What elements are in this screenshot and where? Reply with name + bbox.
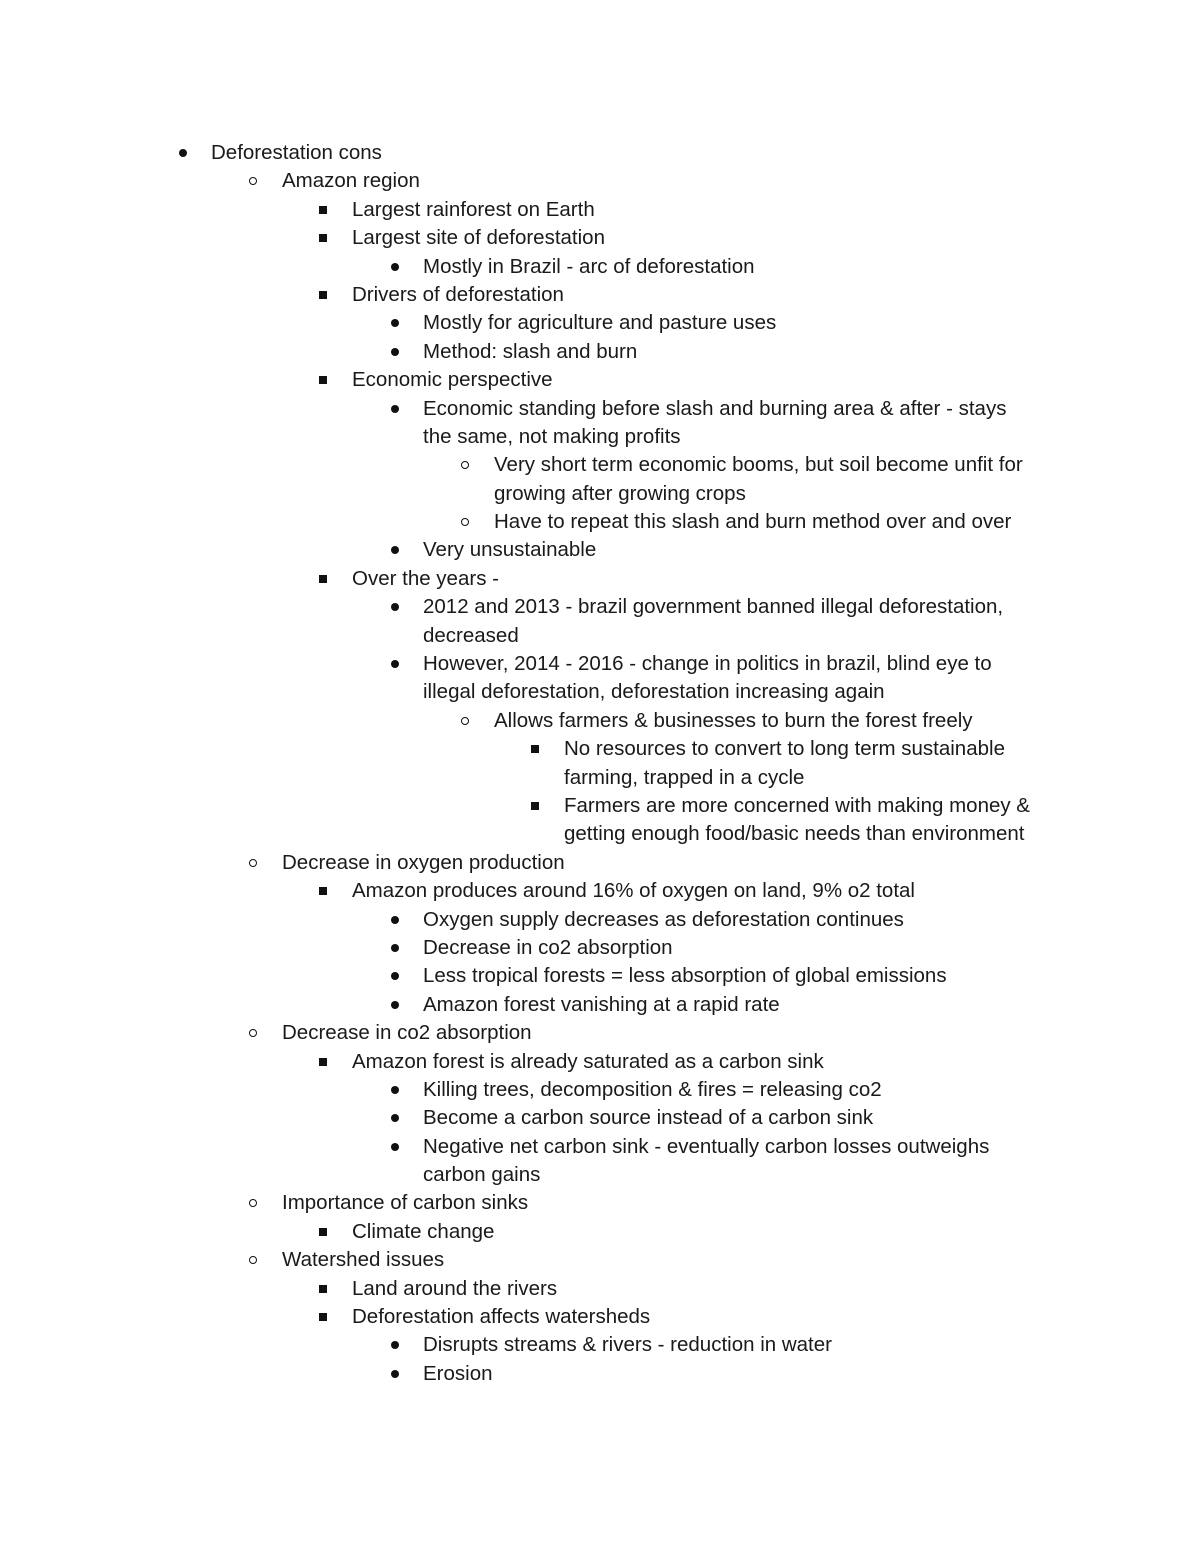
dot-bullet-icon (387, 1104, 407, 1132)
outline-text: Deforestation cons (211, 141, 382, 164)
outline-text: decreased (423, 623, 519, 647)
outline-line (0, 338, 1200, 366)
outline-line (0, 650, 1200, 678)
outline-line (0, 366, 1200, 394)
outline-line (0, 224, 1200, 252)
outline-line (0, 196, 1200, 224)
outline-text: Negative net carbon sink - eventually carbon losses outweighs (423, 1134, 990, 1158)
outline-line (0, 1360, 1200, 1388)
outline-line (0, 1076, 1200, 1104)
outline-text: Decrease in co2 absorption (282, 1021, 532, 1045)
dot-bullet-icon (387, 338, 407, 366)
outline-text: Oxygen supply decreases as deforestation continues (423, 907, 904, 931)
outline-text: Have to repeat this slash and burn method over and over (494, 510, 1012, 534)
outline-text: Mostly in Brazil - arc of deforestation (423, 254, 755, 278)
dot-bullet-icon (387, 991, 407, 1019)
outline-line (0, 536, 1200, 564)
square-bullet-icon (316, 877, 336, 905)
outline-line (0, 934, 1200, 962)
dot-bullet-icon (175, 139, 195, 167)
outline-line (0, 508, 1200, 536)
square-bullet-icon (316, 1218, 336, 1246)
outline-text: Farmers are more concerned with making money & (564, 793, 1030, 817)
outline-text: Watershed issues (282, 1248, 445, 1272)
outline-text: Largest site of deforestation (352, 226, 605, 250)
square-bullet-icon (316, 1275, 336, 1303)
outline-line (0, 1104, 1200, 1132)
outline-line (0, 1048, 1200, 1076)
outline-line (0, 309, 1200, 337)
outline-line (0, 1133, 1200, 1161)
square-bullet-icon (316, 1303, 336, 1331)
square-bullet-icon (528, 792, 548, 820)
circle-bullet-icon (246, 1189, 266, 1217)
outline-text: Amazon produces around 16% of oxygen on land, 9% o2 total (352, 879, 915, 903)
circle-bullet-icon (458, 451, 478, 479)
outline-line (0, 991, 1200, 1019)
outline-text: Amazon forest vanishing at a rapid rate (423, 992, 780, 1016)
outline-text: However, 2014 - 2016 - change in politics in brazil, blind eye to (423, 652, 992, 676)
outline-text: growing after growing crops (494, 481, 746, 505)
outline-text: No resources to convert to long term sustainable (564, 737, 1005, 761)
outline-text: Very short term economic booms, but soil become unfit for (494, 453, 1023, 477)
dot-bullet-icon (387, 309, 407, 337)
outline-text: Killing trees, decomposition & fires = releasing co2 (423, 1077, 882, 1101)
outline-line (0, 849, 1200, 877)
notes-outline (0, 139, 1200, 1388)
dot-bullet-icon (387, 906, 407, 934)
outline-line (0, 565, 1200, 593)
outline-text: carbon gains (423, 1163, 541, 1187)
outline-line (0, 1161, 1200, 1189)
outline-line (0, 1246, 1200, 1274)
outline-text: getting enough food/basic needs than environment (564, 822, 1025, 846)
outline-text: Largest rainforest on Earth (352, 197, 595, 221)
outline-line (0, 1303, 1200, 1331)
dot-bullet-icon (387, 395, 407, 423)
outline-line (0, 167, 1200, 195)
outline-text: the same, not making profits (423, 424, 681, 448)
dot-bullet-icon (387, 1076, 407, 1104)
outline-line (0, 593, 1200, 621)
dot-bullet-icon (387, 1331, 407, 1359)
outline-text: Amazon region (282, 169, 420, 193)
outline-text: Land around the rivers (352, 1276, 558, 1300)
outline-text: Drivers of deforestation (352, 282, 564, 306)
outline-text: farming, trapped in a cycle (564, 765, 805, 789)
outline-line (0, 622, 1200, 650)
outline-text: illegal deforestation, deforestation increasing again (423, 680, 885, 704)
dot-bullet-icon (387, 1133, 407, 1161)
outline-line (0, 678, 1200, 706)
outline-text: Climate change (352, 1219, 495, 1243)
outline-line (0, 480, 1200, 508)
outline-line (0, 906, 1200, 934)
square-bullet-icon (316, 281, 336, 309)
square-bullet-icon (528, 735, 548, 763)
outline-line (0, 792, 1200, 820)
outline-line (0, 735, 1200, 763)
outline-text: Become a carbon source instead of a carbon sink (423, 1106, 874, 1130)
outline-text: Decrease in oxygen production (282, 850, 565, 874)
circle-bullet-icon (246, 1246, 266, 1274)
outline-line (0, 281, 1200, 309)
outline-text: Disrupts streams & rivers - reduction in water (423, 1333, 832, 1357)
outline-line (0, 1275, 1200, 1303)
outline-line (0, 139, 1200, 167)
circle-bullet-icon (458, 508, 478, 536)
dot-bullet-icon (387, 650, 407, 678)
outline-text: Very unsustainable (423, 538, 597, 562)
outline-text: Method: slash and burn (423, 339, 638, 363)
outline-line (0, 1189, 1200, 1217)
outline-text: Mostly for agriculture and pasture uses (423, 311, 777, 335)
circle-bullet-icon (458, 707, 478, 735)
outline-text: Amazon forest is already saturated as a carbon sink (352, 1049, 824, 1073)
square-bullet-icon (316, 196, 336, 224)
outline-text: Less tropical forests = less absorption of global emissions (423, 964, 947, 988)
outline-line (0, 395, 1200, 423)
outline-line (0, 877, 1200, 905)
square-bullet-icon (316, 366, 336, 394)
dot-bullet-icon (387, 536, 407, 564)
outline-text: Over the years - (352, 566, 499, 590)
dot-bullet-icon (387, 593, 407, 621)
outline-line (0, 1218, 1200, 1246)
outline-line (0, 707, 1200, 735)
outline-line (0, 1019, 1200, 1047)
outline-text: 2012 and 2013 - brazil government banned illegal deforestation, (423, 595, 1004, 619)
outline-line (0, 820, 1200, 848)
circle-bullet-icon (246, 167, 266, 195)
square-bullet-icon (316, 1048, 336, 1076)
outline-line (0, 764, 1200, 792)
outline-line (0, 451, 1200, 479)
dot-bullet-icon (387, 962, 407, 990)
outline-text: Decrease in co2 absorption (423, 935, 673, 959)
square-bullet-icon (316, 565, 336, 593)
outline-line (0, 253, 1200, 281)
circle-bullet-icon (246, 849, 266, 877)
outline-line (0, 423, 1200, 451)
square-bullet-icon (316, 224, 336, 252)
circle-bullet-icon (246, 1019, 266, 1047)
outline-text: Allows farmers & businesses to burn the forest freely (494, 708, 973, 732)
outline-line (0, 1331, 1200, 1359)
outline-text: Deforestation affects watersheds (352, 1305, 651, 1329)
outline-text: Economic perspective (352, 368, 553, 392)
dot-bullet-icon (387, 934, 407, 962)
outline-text: Economic standing before slash and burning area & after - stays (423, 396, 1007, 420)
outline-line (0, 962, 1200, 990)
dot-bullet-icon (387, 1360, 407, 1388)
outline-text: Erosion (423, 1361, 493, 1385)
dot-bullet-icon (387, 253, 407, 281)
outline-text: Importance of carbon sinks (282, 1191, 529, 1215)
